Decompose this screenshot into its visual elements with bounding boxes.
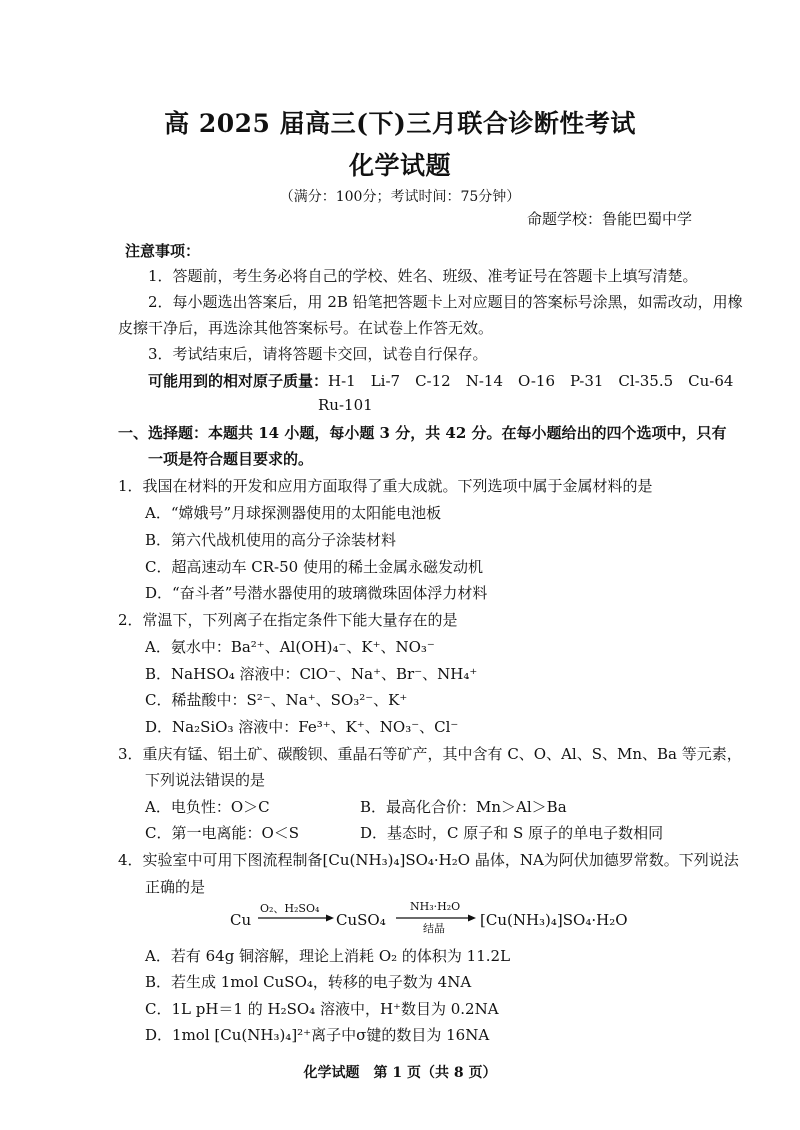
flow-arrow-1 bbox=[258, 914, 334, 922]
q3-option-d: D．基态时，C 原子和 S 原子的单电子数相同 bbox=[360, 824, 664, 842]
notice-item-1: 1．答题前，考生务必将自己的学校、姓名、班级、准考证号在答题卡上填写清楚。 bbox=[148, 267, 698, 285]
q4-option-c: C．1L pH＝1 的 H₂SO₄ 溶液中，H⁺数目为 0.2NA bbox=[145, 1000, 499, 1018]
exam-info: （满分：100分；考试时间：75分钟） bbox=[279, 189, 521, 205]
notice-item-3: 3．考试结束后，请将答题卡交回，试卷自行保存。 bbox=[148, 345, 488, 363]
q1-option-a: A．“嫦娥号”月球探测器使用的太阳能电池板 bbox=[145, 504, 442, 522]
q3-option-b: B．最高化合价：Mn＞Al＞Ba bbox=[360, 798, 567, 816]
notice-heading: 注意事项： bbox=[125, 242, 201, 260]
atomic-mass-values: H-1 Li-7 C-12 N-14 O-16 P-31 Cl-35.5 Cu-64 bbox=[328, 372, 734, 390]
q3-stem-cont: 下列说法错误的是 bbox=[145, 771, 266, 789]
notice-item-2-cont: 皮擦干净后，再选涂其他答案标号。在试卷上作答无效。 bbox=[118, 319, 494, 337]
q3-option-c: C．第一电离能：O＜S bbox=[145, 824, 300, 842]
flow-arrow2-top-label: NH₃·H₂O bbox=[410, 900, 461, 913]
flow-start: Cu bbox=[230, 911, 252, 929]
q2-option-c: C．稀盐酸中：S²⁻、Na⁺、SO₃²⁻、K⁺ bbox=[145, 691, 408, 709]
q2-option-d: D．Na₂SiO₃ 溶液中：Fe³⁺、K⁺、NO₃⁻、Cl⁻ bbox=[145, 718, 459, 736]
exam-title: 高 2025 届高三(下)三月联合诊断性考试 bbox=[164, 109, 636, 138]
section-heading: 一、选择题：本题共 14 小题，每小题 3 分，共 42 分。在每小题给出的四个选项中，只有 bbox=[118, 424, 727, 442]
q4-stem: 4．实验室中可用下图流程制备[Cu(NH₃)₄]SO₄·H₂O 晶体，NA为阿伏加德罗常数。下列说法 bbox=[118, 851, 739, 869]
school-line: 命题学校：鲁能巴蜀中学 bbox=[526, 210, 692, 228]
atomic-mass-line bbox=[148, 370, 733, 391]
flow-arrow1-label: O₂、H₂SO₄ bbox=[260, 902, 320, 915]
q3-stem: 3．重庆有锰、铝土矿、碳酸钡、重晶石等矿产，其中含有 C、O、Al、S、Mn、Ba 等元素， bbox=[118, 745, 742, 763]
flow-end: [Cu(NH₃)₄]SO₄·H₂O bbox=[480, 911, 628, 929]
page-footer: 化学试题 第 1 页（共 8 页） bbox=[303, 1065, 497, 1081]
section-heading-cont: 一项是符合题目要求的。 bbox=[148, 450, 314, 468]
q4-option-a: A．若有 64g 铜溶解，理论上消耗 O₂ 的体积为 11.2L bbox=[145, 947, 511, 965]
q4-flow-diagram bbox=[230, 900, 650, 940]
q3-option-a: A．电负性：O＞C bbox=[145, 798, 270, 816]
atomic-mass-line-2: Ru-101 bbox=[318, 396, 373, 414]
q1-option-d: D．“奋斗者”号潜水器使用的玻璃微珠固体浮力材料 bbox=[145, 584, 488, 602]
atomic-mass-label: 可能用到的相对原子质量： bbox=[148, 372, 329, 390]
q2-option-a: A．氨水中：Ba²⁺、Al(OH)₄⁻、K⁺、NO₃⁻ bbox=[145, 638, 435, 656]
q4-option-d: D．1mol [Cu(NH₃)₄]²⁺离子中σ键的数目为 16NA bbox=[145, 1026, 490, 1044]
q4-stem-cont: 正确的是 bbox=[145, 878, 206, 896]
flow-mid: CuSO₄ bbox=[336, 911, 386, 929]
q2-stem: 2．常温下，下列离子在指定条件下能大量存在的是 bbox=[118, 611, 458, 629]
q1-stem: 1．我国在材料的开发和应用方面取得了重大成就。下列选项中属于金属材料的是 bbox=[118, 477, 653, 495]
q4-option-b: B．若生成 1mol CuSO₄，转移的电子数为 4NA bbox=[145, 973, 472, 991]
q2-option-b: B．NaHSO₄ 溶液中：ClO⁻、Na⁺、Br⁻、NH₄⁺ bbox=[145, 665, 478, 683]
subject-title: 化学试题 bbox=[348, 151, 451, 180]
notice-item-2: 2．每小题选出答案后，用 2B 铅笔把答题卡上对应题目的答案标号涂黑，如需改动，用橡 bbox=[148, 293, 743, 311]
q1-option-b: B．第六代战机使用的高分子涂装材料 bbox=[145, 531, 397, 549]
flow-arrow2-bottom-label: 结晶 bbox=[423, 922, 445, 935]
q1-option-c: C．超高速动车 CR-50 使用的稀土金属永磁发动机 bbox=[145, 558, 483, 576]
